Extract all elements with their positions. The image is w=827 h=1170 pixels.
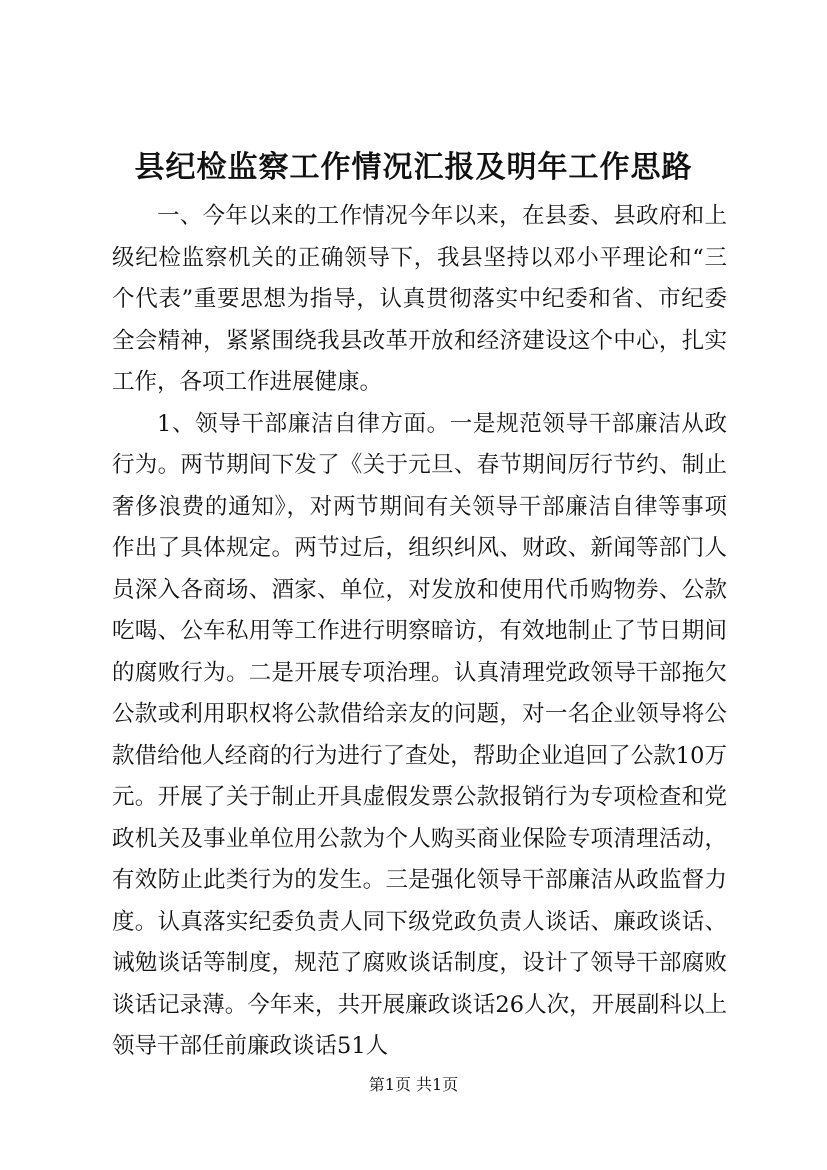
paragraph-self-discipline: 1、领导干部廉洁自律方面。一是规范领导干部廉洁从政行为。两节期间下发了《关于元旦、春节期间厉行节约、制止奢侈浪费的通知》，对两节期间有关领导干部廉洁自律等事项作出了具体规定。两节过后，组织纠风、财政、新闻等部门人员深入各商场、酒家、单位，对发放和使用代币购物券、公款吃喝、公车私用等工作进行明察暗访，有效地制止了节日期间的腐败行为。二是开展专项治理。认真清理党政领导干部拖欠公款或利用职权将公款借给亲友的问题，对一名企业领导将公款借给他人经商的行为进行了查处，帮助企业追回了公款10万元。开展了关于制止开具虚假发票公款报销行为专项检查和党政机关及事业单位用公款为个人购买商业保险专项清理活动，有效防止此类行为的发生。三是强化领导干部廉洁从政监督力度。认真落实纪委负责人同下级党政负责人谈话、廉政谈话、诫勉谈话等制度，规范了腐败谈话制度，设计了领导干部腐败谈话记录薄。今年来，共开展廉政谈话26人次，开展副科以上领导干部任前廉政谈话51人	[112, 410, 727, 1059]
document-body	[112, 196, 727, 1068]
document-title: 县纪检监察工作情况汇报及明年工作思路	[134, 150, 693, 185]
page-number-footer: 第1页 共1页	[368, 1075, 459, 1094]
paragraph-work-overview: 一、今年以来的工作情况今年以来，在县委、县政府和上级纪检监察机关的正确领导下，我县坚持以邓小平理论和“三个代表”重要思想为指导，认真贯彻落实中纪委和省、市纪委全会精神，紧紧围绕我县改革开放和经济建设这个中心，扎实工作，各项工作进展健康。	[112, 203, 727, 395]
